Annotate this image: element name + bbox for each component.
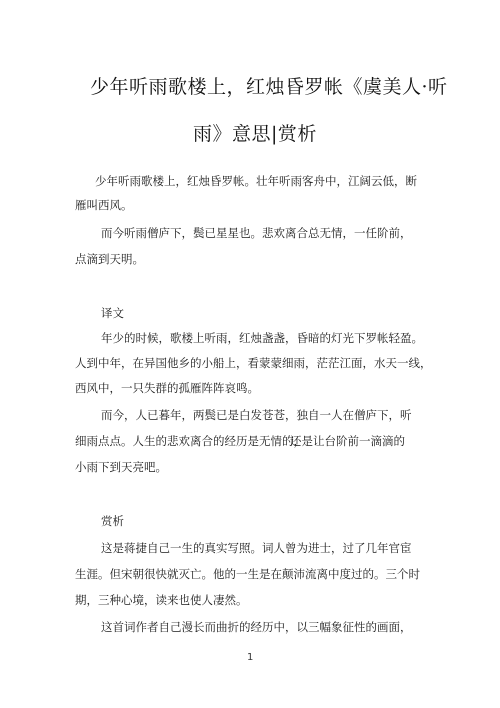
translation-line: 细雨点点。人生的悲欢离合的经历是无情的， (75, 434, 305, 448)
translation-line: 年少的时候，歌楼上听雨，红烛盏盏，昏暗的灯光下罗帐轻盈。 (101, 331, 423, 345)
appreciation-line: 这首词作者自己漫长而曲折的经历中，以三幅象征性的画面， (101, 620, 412, 634)
appreciation-line: 生涯。但宋朝很快就灭亡。他的一生是在颠沛流离中度过的。三个时 (75, 567, 420, 581)
translation-line: 还是让台阶前一滴滴的 (290, 434, 405, 448)
translation-line: 小雨下到天亮吧。 (75, 460, 167, 474)
translation-heading: 译文 (101, 306, 124, 320)
appreciation-line: 这是蒋捷自己一生的真实写照。词人曾为进士，过了几年官宦 (101, 541, 412, 555)
poem-line: 少年听雨歌楼上，红烛昏罗帐。壮年听雨客舟中，江阔云低，断 (95, 174, 417, 188)
title-line-1: 少年听雨歌楼上，红烛昏罗帐《虞美人·听 (90, 76, 448, 98)
translation-line: 而今，人已暮年，两鬓已是白发苍苍，独自一人在僧庐下，听 (101, 408, 412, 422)
poem-line: 而今听雨僧庐下，鬓已星星也。悲欢离合总无情，一任阶前， (101, 226, 412, 240)
poem-line: 雁叫西风。 (75, 198, 133, 212)
poem-line: 点滴到天明。 (75, 252, 144, 266)
translation-line: 西风中，一只失群的孤雁阵阵哀鸣。 (75, 381, 259, 395)
translation-line: 人到中年，在异国他乡的小船上，看蒙蒙细雨，茫茫江面，水天一线， (75, 356, 432, 370)
title-line-2: 雨》意思|赏析 (193, 123, 317, 145)
appreciation-heading: 赏析 (101, 514, 124, 528)
appreciation-line: 期，三种心境，读来也使人凄然。 (75, 593, 248, 607)
page-number: 1 (247, 652, 254, 663)
